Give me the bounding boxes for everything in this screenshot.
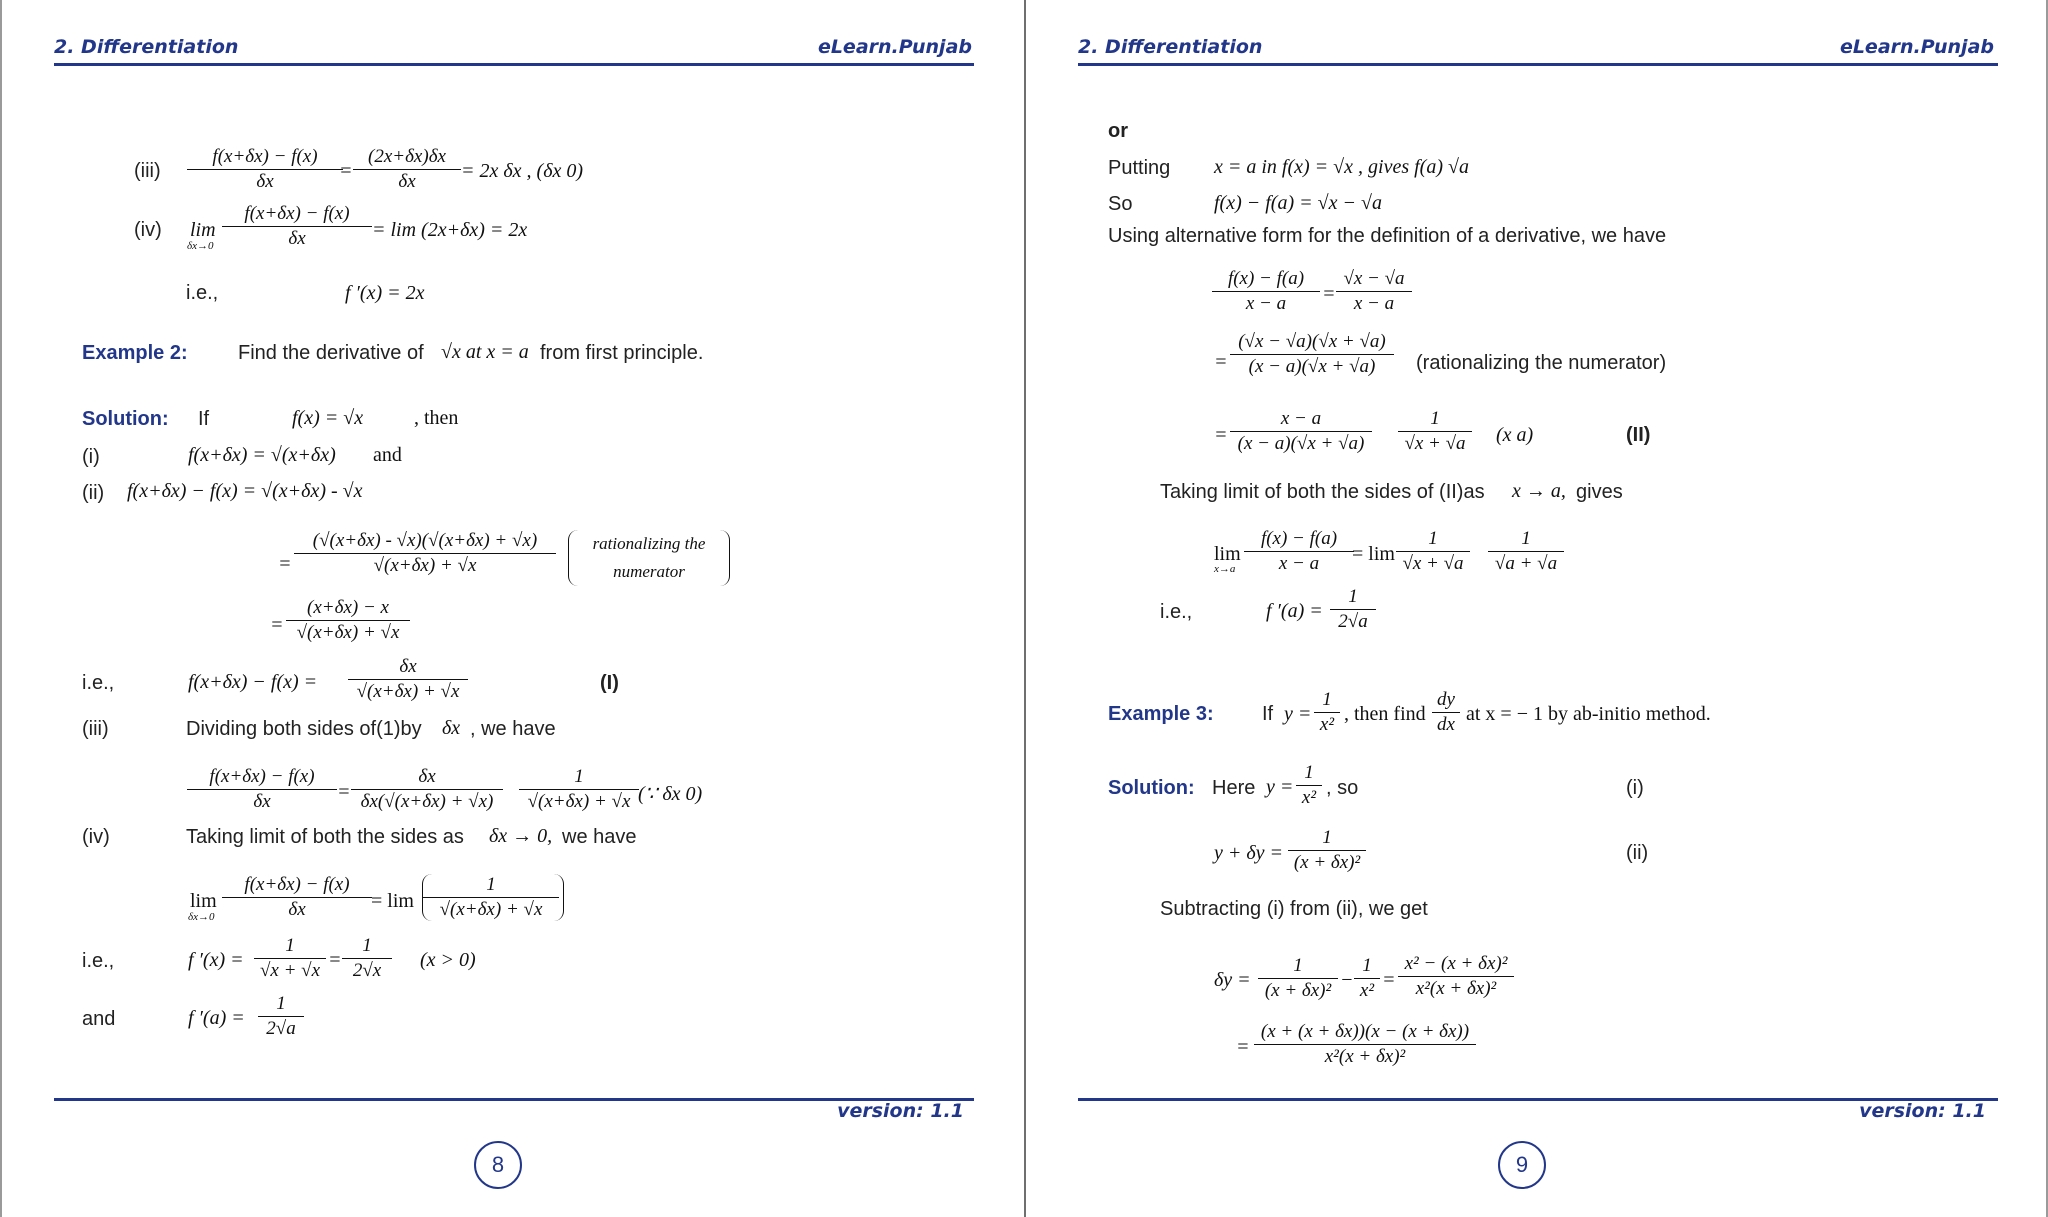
denominator: x − a bbox=[1278, 553, 1320, 574]
inline-math: y = bbox=[1266, 776, 1294, 798]
denominator: √(x+δx) + √x bbox=[356, 681, 460, 702]
equation-rhs: = 2x δx , (δx 0) bbox=[461, 160, 584, 182]
step-iv-label: (iv) bbox=[82, 826, 110, 848]
example-2-math: √x at x = a bbox=[441, 341, 529, 363]
example-2-label: Example 2: bbox=[82, 342, 188, 364]
header-rule bbox=[54, 63, 974, 66]
rationalizing-note bbox=[568, 530, 730, 586]
numerator: 1 bbox=[258, 993, 304, 1017]
numerator: f(x) − f(a) bbox=[1212, 268, 1320, 292]
limit-operator: lim bbox=[190, 890, 217, 912]
step-text-2: we have bbox=[562, 826, 637, 848]
denominator: 2√x bbox=[352, 960, 382, 981]
numerator: 1 bbox=[1396, 528, 1470, 552]
equation-lhs: f ′(a) = bbox=[1266, 600, 1323, 622]
denominator: x² bbox=[1319, 714, 1335, 735]
ie-label: i.e., bbox=[82, 672, 115, 694]
fraction bbox=[1212, 268, 1320, 315]
numerator: 1 bbox=[1398, 408, 1472, 432]
limit-subscript: x→a bbox=[1214, 563, 1236, 575]
denominator: √a + √a bbox=[1494, 553, 1558, 574]
denominator: (x + δx)² bbox=[1293, 852, 1361, 873]
equals-sign: = bbox=[337, 781, 351, 803]
equation-tag-I: (I) bbox=[600, 672, 619, 694]
denominator: x − a bbox=[1245, 293, 1287, 314]
fraction bbox=[351, 766, 503, 813]
note-line-1: rationalizing the bbox=[592, 534, 706, 553]
fraction bbox=[353, 146, 461, 193]
fraction bbox=[286, 597, 410, 644]
version-footer: version: 1.1 bbox=[1859, 1100, 1986, 1122]
fraction bbox=[1398, 408, 1472, 455]
numerator: 1 bbox=[1288, 827, 1366, 851]
numerator: (x+δx) − x bbox=[286, 597, 410, 621]
numerator: 1 bbox=[1314, 689, 1340, 713]
and-text: and bbox=[373, 444, 402, 466]
denominator: δx(√(x+δx) + √x) bbox=[360, 791, 494, 812]
minus-sign: − bbox=[1340, 969, 1354, 991]
example-3-label: Example 3: bbox=[1108, 703, 1214, 725]
paragraph-text: Taking limit of both the sides of (II)as bbox=[1160, 481, 1485, 503]
step-text: Taking limit of both the sides as bbox=[186, 826, 464, 848]
equals-sign: = bbox=[1382, 969, 1396, 991]
equation-tag-i: (i) bbox=[1626, 777, 1644, 799]
paragraph-text: Subtracting (i) from (ii), we get bbox=[1160, 898, 1428, 920]
numerator: 1 bbox=[342, 935, 392, 959]
denominator: √(x+δx) + √x bbox=[439, 899, 543, 920]
fraction bbox=[1288, 827, 1366, 874]
chapter-header: 2. Differentiation bbox=[54, 36, 239, 58]
fraction bbox=[348, 656, 468, 703]
or-label: or bbox=[1108, 120, 1128, 142]
denominator: δx bbox=[256, 171, 274, 192]
limit-operator: lim bbox=[190, 219, 216, 241]
denominator: √x + √x bbox=[259, 960, 321, 981]
putting-label: Putting bbox=[1108, 157, 1171, 179]
fraction bbox=[1230, 331, 1394, 378]
and-label: and bbox=[82, 1008, 116, 1030]
step-i-label: (i) bbox=[82, 446, 100, 468]
numerator: dy bbox=[1432, 689, 1460, 713]
header-rule bbox=[1078, 63, 1998, 66]
example-3-if: If bbox=[1262, 703, 1274, 725]
example-3-rest: at x = − 1 by ab-initio method. bbox=[1466, 703, 1711, 725]
limit-operator: lim bbox=[1214, 543, 1241, 565]
solution-so: , so bbox=[1326, 777, 1359, 799]
equals-sign: = bbox=[328, 949, 342, 971]
step-iv-label: (iv) bbox=[134, 219, 162, 241]
denominator: (x + δx)² bbox=[1264, 980, 1332, 1001]
numerator: f(x+δx) − f(x) bbox=[187, 766, 337, 790]
numerator: 1 bbox=[519, 766, 639, 790]
version-footer: version: 1.1 bbox=[837, 1100, 964, 1122]
equation-lhs: f ′(a) = bbox=[188, 1007, 245, 1029]
numerator: 1 bbox=[1258, 955, 1338, 979]
chapter-header: 2. Differentiation bbox=[1078, 36, 1263, 58]
numerator: δx bbox=[348, 656, 468, 680]
fraction bbox=[187, 146, 343, 193]
denominator: (x − a)(√x + √a) bbox=[1237, 433, 1365, 454]
step-ii-label: (ii) bbox=[82, 482, 105, 504]
fraction bbox=[1398, 953, 1514, 1000]
numerator: f(x+δx) − f(x) bbox=[222, 203, 372, 227]
page-number-badge: 8 bbox=[474, 1141, 522, 1189]
ie-label: i.e., bbox=[186, 282, 219, 304]
inline-math: δx bbox=[442, 717, 461, 739]
equals-sign: = bbox=[1214, 424, 1228, 446]
numerator: 1 bbox=[1488, 528, 1564, 552]
fraction bbox=[1314, 689, 1340, 736]
denominator: x − a bbox=[1353, 293, 1395, 314]
fraction bbox=[222, 874, 372, 921]
equation-lhs: f ′(x) = bbox=[188, 949, 244, 971]
equation-rhs: = lim (2x+δx) = 2x bbox=[372, 219, 528, 241]
fraction bbox=[519, 766, 639, 813]
numerator: 1 bbox=[1354, 955, 1380, 979]
limit-subscript: δx→0 bbox=[187, 240, 214, 252]
equals-sign: = bbox=[270, 614, 284, 636]
equals-sign: = bbox=[1322, 283, 1336, 305]
inline-math: x → a, bbox=[1512, 480, 1566, 502]
equation: x = a in f(x) = √x , gives f(a) √a bbox=[1214, 156, 1469, 178]
brand-header: eLearn.Punjab bbox=[817, 36, 972, 58]
denominator: x²(x + δx)² bbox=[1415, 978, 1497, 999]
example-3-then: , then find bbox=[1344, 703, 1426, 725]
denominator: x² bbox=[1359, 980, 1375, 1001]
condition: (x a) bbox=[1496, 424, 1534, 446]
numerator: (x + (x + δx))(x − (x + δx)) bbox=[1254, 1021, 1476, 1045]
fraction bbox=[1230, 408, 1372, 455]
numerator: 1 bbox=[1330, 586, 1376, 610]
paragraph-text: Using alternative form for the definition of a derivative, we have bbox=[1108, 225, 1667, 247]
equals-lim: = lim bbox=[1352, 543, 1395, 565]
fraction bbox=[258, 993, 304, 1040]
fraction bbox=[254, 935, 326, 982]
equation: f ′(x) = 2x bbox=[345, 282, 425, 304]
denominator: dx bbox=[1437, 714, 1455, 735]
numerator: (2x+δx)δx bbox=[353, 146, 461, 170]
equation: f(x) − f(a) = √x − √a bbox=[1214, 192, 1382, 214]
step-text-2: , we have bbox=[470, 718, 556, 740]
fraction bbox=[1336, 268, 1412, 315]
inline-math: y = bbox=[1284, 703, 1312, 725]
numerator: f(x) − f(a) bbox=[1244, 528, 1354, 552]
numerator: (√(x+δx) - √x)(√(x+δx) + √x) bbox=[294, 530, 556, 554]
denominator: √x + √a bbox=[1404, 433, 1466, 454]
denominator: √x + √a bbox=[1402, 553, 1464, 574]
fraction bbox=[342, 935, 392, 982]
fraction bbox=[1296, 762, 1322, 809]
paren-group bbox=[422, 874, 564, 921]
so-label: So bbox=[1108, 193, 1133, 215]
equation: f(x) = √x bbox=[292, 407, 364, 429]
fraction bbox=[1432, 689, 1460, 736]
condition: (x > 0) bbox=[420, 949, 476, 971]
denominator: √(x+δx) + √x bbox=[373, 555, 477, 576]
numerator: 1 bbox=[423, 874, 559, 898]
equals-sign: = bbox=[339, 160, 353, 182]
limit-subscript: δx→0 bbox=[188, 911, 215, 923]
denominator: δx bbox=[288, 228, 306, 249]
fraction bbox=[222, 203, 372, 250]
step-iii-label: (iii) bbox=[82, 718, 109, 740]
fraction bbox=[1488, 528, 1564, 575]
example-2-text: Find the derivative of bbox=[238, 342, 424, 364]
paragraph-text-2: gives bbox=[1576, 481, 1623, 503]
ie-label: i.e., bbox=[1160, 601, 1193, 623]
equals-sign: = bbox=[1236, 1036, 1250, 1058]
note-line-2: numerator bbox=[613, 562, 685, 581]
equation-lhs: y + δy = bbox=[1214, 842, 1284, 864]
rationalizing-note: (rationalizing the numerator) bbox=[1416, 352, 1667, 374]
example-2-text-2: from first principle. bbox=[540, 342, 704, 364]
denominator: δx bbox=[253, 791, 271, 812]
fraction bbox=[1396, 528, 1470, 575]
equation-tag-II: (II) bbox=[1626, 424, 1651, 446]
numerator: f(x+δx) − f(x) bbox=[187, 146, 343, 170]
footer-rule bbox=[54, 1098, 974, 1101]
fraction bbox=[1354, 955, 1380, 1002]
numerator: √x − √a bbox=[1336, 268, 1412, 292]
page-number-badge: 9 bbox=[1498, 1141, 1546, 1189]
inline-math: δx → 0, bbox=[489, 825, 553, 847]
equation: f(x+δx) − f(x) = √(x+δx) - √x bbox=[127, 480, 363, 502]
denominator: x² bbox=[1301, 787, 1317, 808]
denominator: √(x+δx) + √x bbox=[296, 622, 400, 643]
fraction bbox=[1254, 1021, 1476, 1068]
fraction bbox=[423, 874, 559, 921]
condition: (∵ δx 0) bbox=[638, 783, 703, 805]
numerator: δx bbox=[351, 766, 503, 790]
solution-label: Solution: bbox=[1108, 777, 1195, 799]
fraction bbox=[1244, 528, 1354, 575]
ie-label: i.e., bbox=[82, 950, 115, 972]
step-iii-label: (iii) bbox=[134, 160, 161, 182]
brand-header: eLearn.Punjab bbox=[1839, 36, 1994, 58]
denominator: x²(x + δx)² bbox=[1324, 1046, 1406, 1067]
denominator: δx bbox=[288, 899, 306, 920]
solution-if: If bbox=[198, 408, 210, 430]
numerator: (√x − √a)(√x + √a) bbox=[1230, 331, 1394, 355]
denominator: 2√a bbox=[266, 1018, 296, 1039]
solution-here: Here bbox=[1212, 777, 1256, 799]
fraction bbox=[1258, 955, 1338, 1002]
equals-sign: = bbox=[1214, 351, 1228, 373]
denominator: √(x+δx) + √x bbox=[527, 791, 631, 812]
equals-sign: = bbox=[278, 553, 292, 575]
numerator: 1 bbox=[1296, 762, 1322, 786]
denominator: (x − a)(√x + √a) bbox=[1248, 356, 1376, 377]
fraction bbox=[1330, 586, 1376, 633]
numerator: f(x+δx) − f(x) bbox=[222, 874, 372, 898]
equation-lhs: f(x+δx) − f(x) = bbox=[188, 671, 318, 693]
equation-tag-ii: (ii) bbox=[1626, 842, 1649, 864]
equation-lhs: δy = bbox=[1214, 969, 1251, 991]
step-text: Dividing both sides of(1)by bbox=[186, 718, 422, 740]
equals-lim: = lim bbox=[371, 890, 414, 912]
page-right bbox=[1024, 0, 2048, 1217]
numerator: x − a bbox=[1230, 408, 1372, 432]
numerator: 1 bbox=[254, 935, 326, 959]
solution-then: , then bbox=[414, 407, 459, 429]
fraction bbox=[187, 766, 337, 813]
numerator: x² − (x + δx)² bbox=[1398, 953, 1514, 977]
denominator: δx bbox=[398, 171, 416, 192]
equation: f(x+δx) = √(x+δx) bbox=[188, 444, 336, 466]
fraction bbox=[294, 530, 556, 577]
denominator: 2√a bbox=[1338, 611, 1368, 632]
solution-label: Solution: bbox=[82, 408, 169, 430]
